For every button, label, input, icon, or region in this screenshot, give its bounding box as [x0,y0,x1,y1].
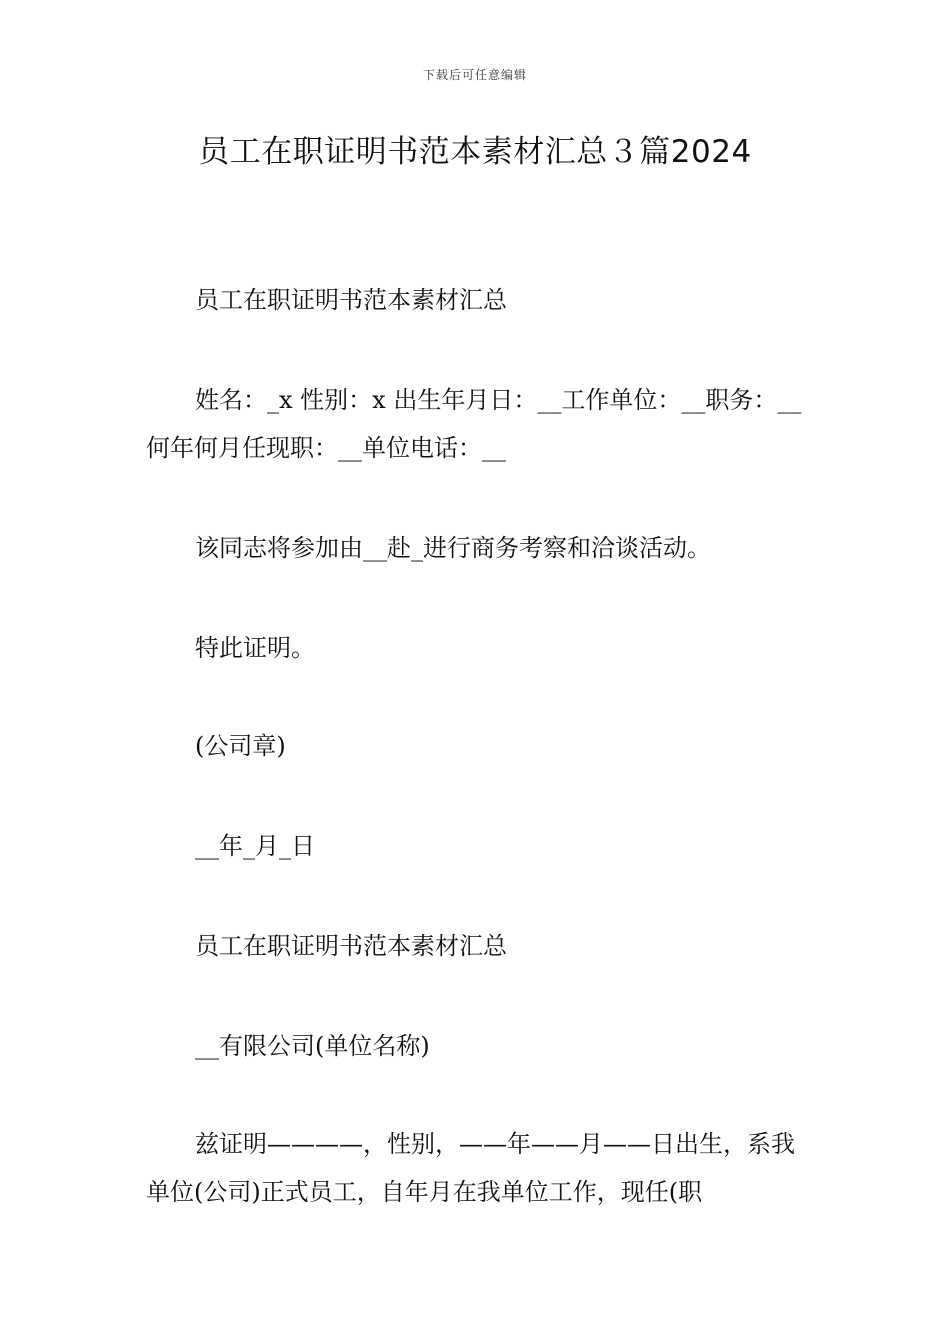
paragraph-personal-info: 姓名：_x 性别：x 出生年月日：__工作单位：__职务：__何年何月任现职：__单位电话：__ [146,386,802,462]
document-title: 员工在职证明书范本素材汇总３篇2024 [198,134,752,170]
paragraph-subtitle-2: 员工在职证明书范本素材汇总 [195,932,507,960]
paragraph-certification: 特此证明。 [195,634,315,662]
paragraph-subtitle: 员工在职证明书范本素材汇总 [195,286,507,314]
paragraph-employment-proof: 兹证明————，性别，——年——月——日出生，系我单位(公司)正式员工，自年月在我单位工作，现任(职 [146,1130,795,1206]
paragraph-date: __年_月_日 [195,832,315,860]
paragraph-company-seal: (公司章) [195,732,286,760]
page-header-note: 下载后可任意编辑 [422,68,527,82]
paragraph-activity: 该同志将参加由__赴_进行商务考察和洽谈活动。 [195,534,711,562]
paragraph-company-name: __有限公司(单位名称) [195,1032,430,1060]
